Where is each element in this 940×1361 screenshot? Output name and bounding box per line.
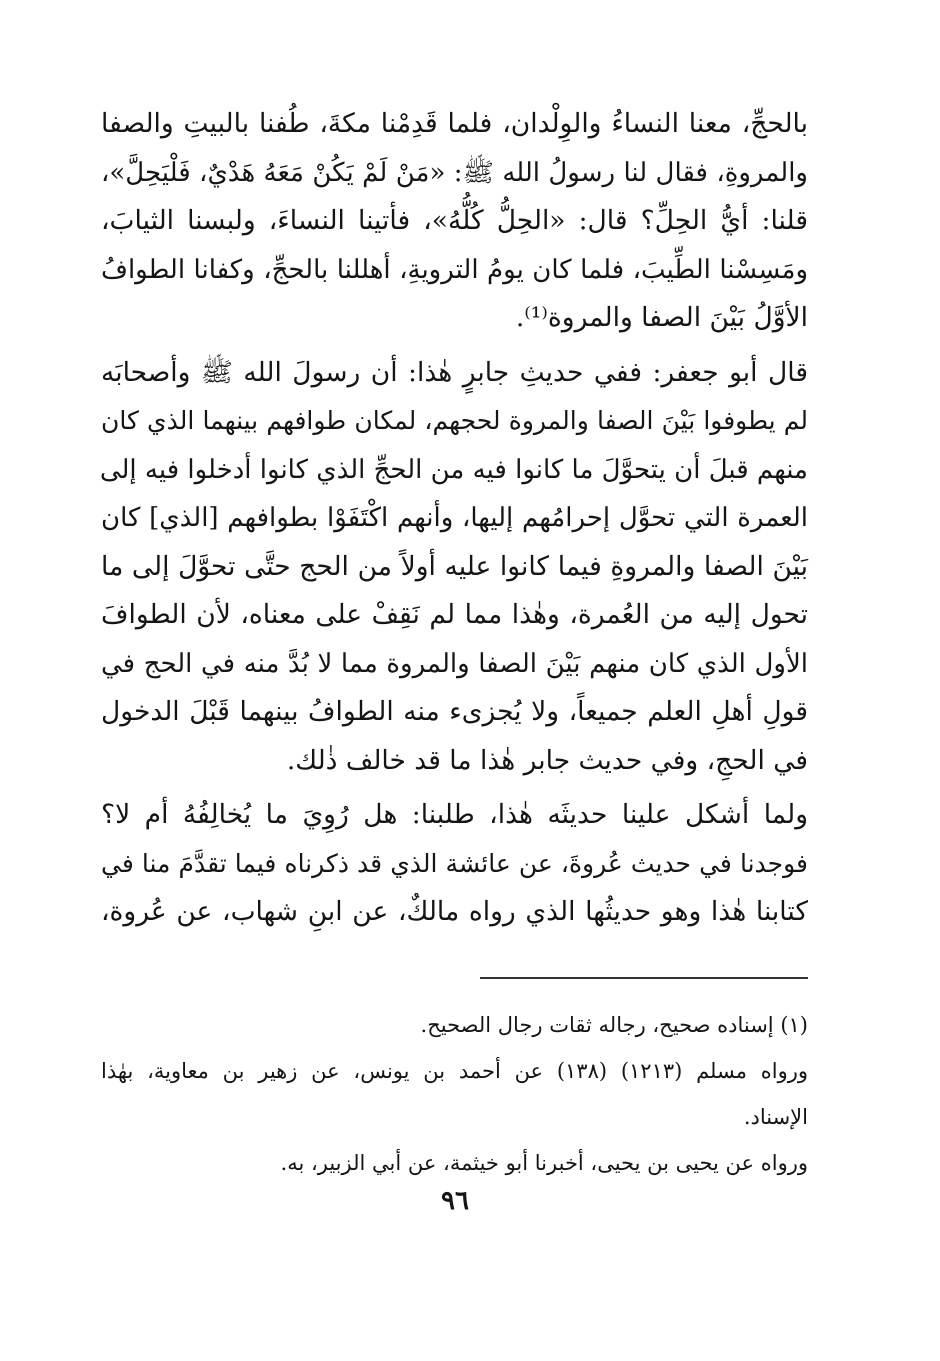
text-line: كتابنا هٰذا وهو حديثُها الذي رواه مالكٌ، عن ابنِ شهاب، عن عُروة، bbox=[101, 896, 808, 927]
main-text bbox=[101, 100, 808, 937]
text-line: منهم قبلَ أن يتحوَّلَ ما كانوا فيه من الحجِّ الذي كانوا أدخلوا فيه إلى bbox=[99, 454, 808, 485]
footnote-line: (١) إسناده صحيح، رجاله ثقات رجال الصحيح. bbox=[420, 1013, 808, 1037]
paragraph-1 bbox=[101, 100, 808, 343]
text-line: والمروةِ، فقال لنا رسولُ الله ﷺ: «مَنْ لَمْ يَكُنْ مَعَهُ هَدْيٌ، فَلْيَحِلَّ»، bbox=[101, 157, 808, 188]
footnote-divider bbox=[480, 977, 808, 979]
text-line: فوجدنا في حديث عُروةَ، عن عائشة الذي قد ذكرناه فيما تقدَّمَ منا في bbox=[101, 848, 808, 878]
text-line: بالحجِّ، معنا النساءُ والوِلْدان، فلما قَدِمْنا مكةَ، طُفنا بالبيتِ والصفا bbox=[101, 108, 808, 139]
text-line: لم يطوفوا بَيْنَ الصفا والمروة لحجهم، لمكان طوافهم بينهما الذي كان bbox=[101, 406, 808, 435]
text-line: قال أبو جعفر: ففي حديثِ جابرٍ هٰذا: أن رسولَ الله ﷺ وأصحابَه bbox=[101, 356, 808, 388]
footnote-line: ورواه مسلم (١٢١٣) (١٣٨) عن أحمد بن يونس، عن زهير بن معاوية، بهٰذا bbox=[101, 1059, 809, 1083]
text-line: الأوَّلُ بَيْنَ الصفا والمروة⁽¹⁾. bbox=[515, 302, 808, 333]
text-line: ومَسِسْنا الطِّيبَ، فلما كان يومُ الترويةِ، أهللنا بالحجِّ، وكفانا الطوافُ bbox=[101, 254, 808, 285]
text-line: قولِ أهلِ العلم جميعاً، ولا يُجزىء منه الطوافُ بينهما قَبْلَ الدخول bbox=[101, 696, 808, 727]
text-line: قلنا: أيُّ الحِلِّ؟ قال: «الحِلُّ كُلُّهُ»، فأتينا النساءَ، ولبسنا الثيابَ، bbox=[101, 205, 808, 236]
paragraph-2 bbox=[101, 349, 808, 786]
page-number: ٩٦ bbox=[441, 1186, 469, 1216]
footnote-line: الإسناد. bbox=[743, 1105, 808, 1129]
text-line: تحول إليه من العُمرة، وهٰذا مما لم نَقِفْ على معناه، لأن الطوافَ bbox=[101, 599, 808, 630]
text-line: في الحجِ، وفي حديث جابر هٰذا ما قد خالف ذٰلك. bbox=[286, 744, 808, 776]
text-line: ولما أشكل علينا حديثَه هٰذا، طلبنا: هل رُوِيَ ما يُخالِفُهُ أم لا؟ bbox=[101, 799, 808, 830]
footnote-line: ورواه عن يحيى بن يحيى، أخبرنا أبو خيثمة، عن أبي الزبير، به. bbox=[280, 1151, 808, 1175]
text-line: الأول الذي كان منهم بَيْنَ الصفا والمروة مما لا بُدَّ منه في الحج في bbox=[101, 648, 808, 679]
paragraph-3 bbox=[101, 791, 808, 937]
footnotes bbox=[101, 1002, 808, 1186]
text-line: بَيْنَ الصفا والمروةِ فيما كانوا عليه أولاً من الحج حتَّى تحوَّلَ إلى ما bbox=[101, 550, 808, 582]
text-line: العمرة التي تحوَّل إحرامُهم إليها، وأنهم اكْتَفَوْا بطوافهم [الذي] كان bbox=[101, 503, 808, 533]
